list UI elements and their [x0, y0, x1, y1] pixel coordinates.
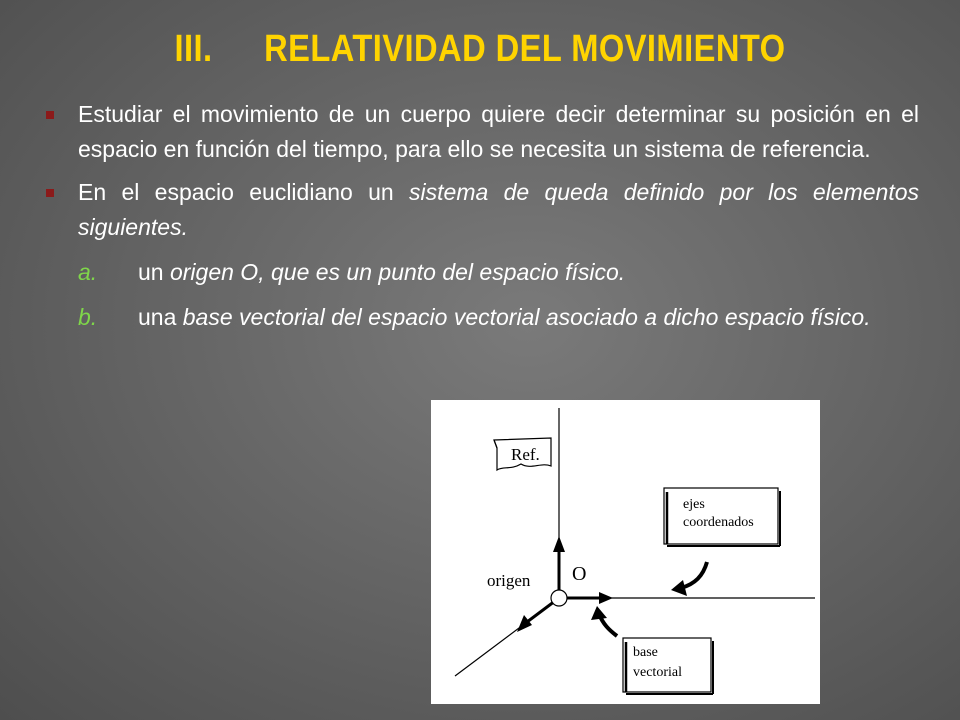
- curved-arrow-icon: [591, 606, 617, 636]
- axes-label-line1: ejes: [683, 497, 705, 512]
- sub-item-plain: un: [138, 259, 170, 285]
- sub-item-text: [138, 300, 919, 335]
- square-bullet-icon: [46, 111, 54, 119]
- title-number: III.: [174, 28, 213, 70]
- bullet-text: [78, 175, 919, 245]
- origin-label: origen: [487, 571, 531, 590]
- bullet-list: [42, 97, 919, 335]
- sub-item-plain: una: [138, 304, 183, 330]
- title-text: RELATIVIDAD DEL MOVIMIENTO: [264, 28, 786, 70]
- sub-item-text: [138, 255, 919, 290]
- sub-item-italic: base vectorial del espacio vectorial asociado a dicho espacio físico.: [182, 304, 871, 330]
- curved-arrow-icon: [671, 562, 707, 596]
- sub-item: [42, 255, 919, 290]
- square-bullet-icon: [46, 189, 54, 197]
- bullet-text-plain: En el espacio euclidiano un: [78, 179, 410, 205]
- base-label-line2: vectorial: [633, 665, 682, 680]
- reference-frame-figure: [431, 400, 820, 704]
- bullet-text-italic: sistema de queda definido por los elementos siguientes.: [78, 179, 920, 240]
- sub-item: [42, 300, 919, 335]
- base-label-line1: base: [633, 645, 658, 660]
- bullet-item: [42, 175, 919, 245]
- sub-item-letter: b.: [78, 304, 98, 330]
- slide-title: [67, 28, 893, 71]
- origin-letter: O: [572, 563, 587, 585]
- axes-label-line2: coordenados: [683, 515, 754, 530]
- bullet-text: Estudiar el movimiento de un cuerpo quiere decir determinar su posición en el espacio en función del tiempo, para ello se necesita un sistema de referencia.: [78, 101, 919, 162]
- reference-frame-diagram: [431, 400, 820, 704]
- sub-item-letter: a.: [78, 259, 98, 285]
- sub-item-italic: origen O, que es un punto del espacio físico.: [169, 259, 626, 285]
- bullet-item: [42, 97, 919, 167]
- origin-point-icon: [551, 590, 567, 606]
- flag-label: Ref.: [511, 445, 540, 464]
